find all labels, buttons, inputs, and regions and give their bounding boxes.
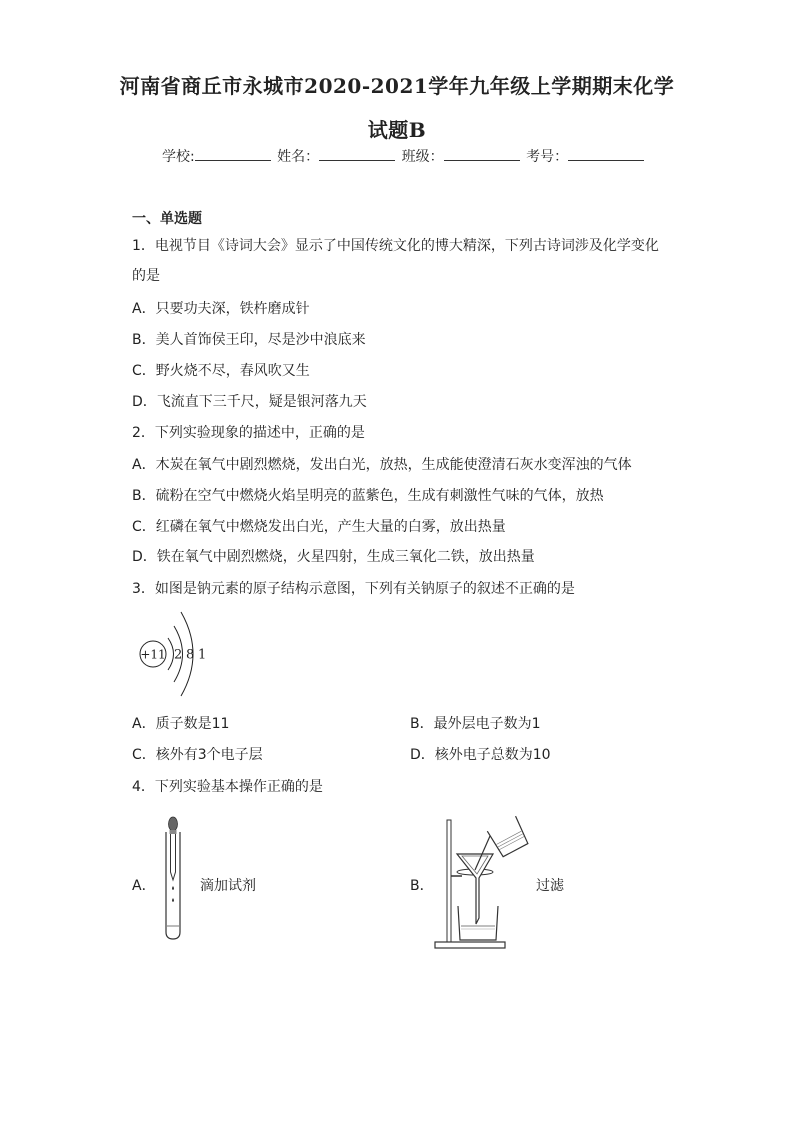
q3-option-b[interactable]: B．最外层电子数为1 bbox=[410, 716, 541, 732]
q2-option-d[interactable]: D．铁在氧气中剧烈燃烧，火星四射，生成三氧化二铁，放出热量 bbox=[132, 549, 535, 565]
dropper-tube bbox=[171, 834, 176, 880]
shell-count-3: 1 bbox=[198, 647, 207, 663]
shell-count-2: 8 bbox=[186, 647, 195, 663]
q3-option-a[interactable]: A．质子数是11 bbox=[132, 716, 230, 732]
name-label: 姓名： bbox=[277, 149, 320, 165]
exam-title-line2: 试题B bbox=[367, 118, 427, 142]
school-blank[interactable] bbox=[195, 146, 271, 161]
nucleus-charge: +11 bbox=[140, 647, 166, 662]
sodium-atom-diagram bbox=[132, 600, 222, 700]
q2-option-a[interactable]: A．木炭在氧气中剧烈燃烧，发出白光，放热，生成能使澄清石灰水变浑浊的气体 bbox=[132, 457, 632, 473]
stand-rod bbox=[447, 820, 451, 942]
exam-title-line1: 河南省商丘市永城市2020-2021学年九年级上学期期末化学 bbox=[119, 74, 675, 98]
drop-2 bbox=[172, 898, 174, 902]
student-info-row bbox=[162, 146, 646, 166]
q4-option-b-letter[interactable]: B． bbox=[410, 878, 434, 894]
q1-option-c[interactable]: C．野火烧不尽，春风吹又生 bbox=[132, 363, 310, 379]
q3-stem: 3．如图是钠元素的原子结构示意图，下列有关钠原子的叙述不正确的是 bbox=[132, 581, 575, 597]
q1-option-a[interactable]: A．只要功夫深，铁杵磨成针 bbox=[132, 301, 310, 317]
test-tube bbox=[166, 832, 180, 939]
q2-option-b[interactable]: B．硫粉在空气中燃烧火焰呈明亮的蓝紫色，生成有刺激性气味的气体，放热 bbox=[132, 488, 604, 504]
filtration-figure bbox=[430, 814, 530, 954]
electron-shell-1 bbox=[168, 638, 174, 670]
drop-1 bbox=[172, 886, 174, 890]
q4-stem: 4．下列实验基本操作正确的是 bbox=[132, 779, 323, 795]
funnel bbox=[457, 854, 493, 924]
q2-option-c[interactable]: C．红磷在氧气中燃烧发出白光，产生大量的白雾，放出热量 bbox=[132, 519, 506, 535]
section-title: 一、单选题 bbox=[132, 211, 202, 227]
dropper-bulb bbox=[169, 817, 178, 831]
q1-option-b[interactable]: B．美人首饰侯王印，尽是沙中浪底来 bbox=[132, 332, 366, 348]
exam-number-label: 考号： bbox=[526, 149, 569, 165]
shell-count-1: 2 bbox=[174, 647, 183, 663]
name-blank[interactable] bbox=[319, 146, 395, 161]
pouring-beaker bbox=[487, 816, 529, 858]
dropper-collar bbox=[170, 830, 177, 834]
q4-option-a-letter[interactable]: A． bbox=[132, 878, 156, 894]
exam-number-blank[interactable] bbox=[568, 146, 644, 161]
q1-stem-line1: 1．电视节目《诗词大会》显示了中国传统文化的博大精深，下列古诗词涉及化学变化 bbox=[132, 238, 659, 254]
class-blank[interactable] bbox=[444, 146, 520, 161]
dropper-test-tube-figure bbox=[160, 814, 190, 942]
q1-option-d[interactable]: D．飞流直下三千尺，疑是银河落九天 bbox=[132, 394, 367, 410]
q3-option-d[interactable]: D．核外电子总数为10 bbox=[410, 747, 551, 763]
class-label: 班级： bbox=[401, 149, 444, 165]
q2-stem: 2．下列实验现象的描述中，正确的是 bbox=[132, 425, 365, 441]
q4-option-b-caption: 过滤 bbox=[536, 878, 564, 894]
q1-stem-line2: 的是 bbox=[132, 268, 160, 284]
stand-base bbox=[435, 942, 505, 948]
school-label: 学校: bbox=[162, 149, 195, 165]
q4-option-a-caption: 滴加试剂 bbox=[200, 878, 256, 894]
q3-option-c[interactable]: C．核外有3个电子层 bbox=[132, 747, 263, 763]
